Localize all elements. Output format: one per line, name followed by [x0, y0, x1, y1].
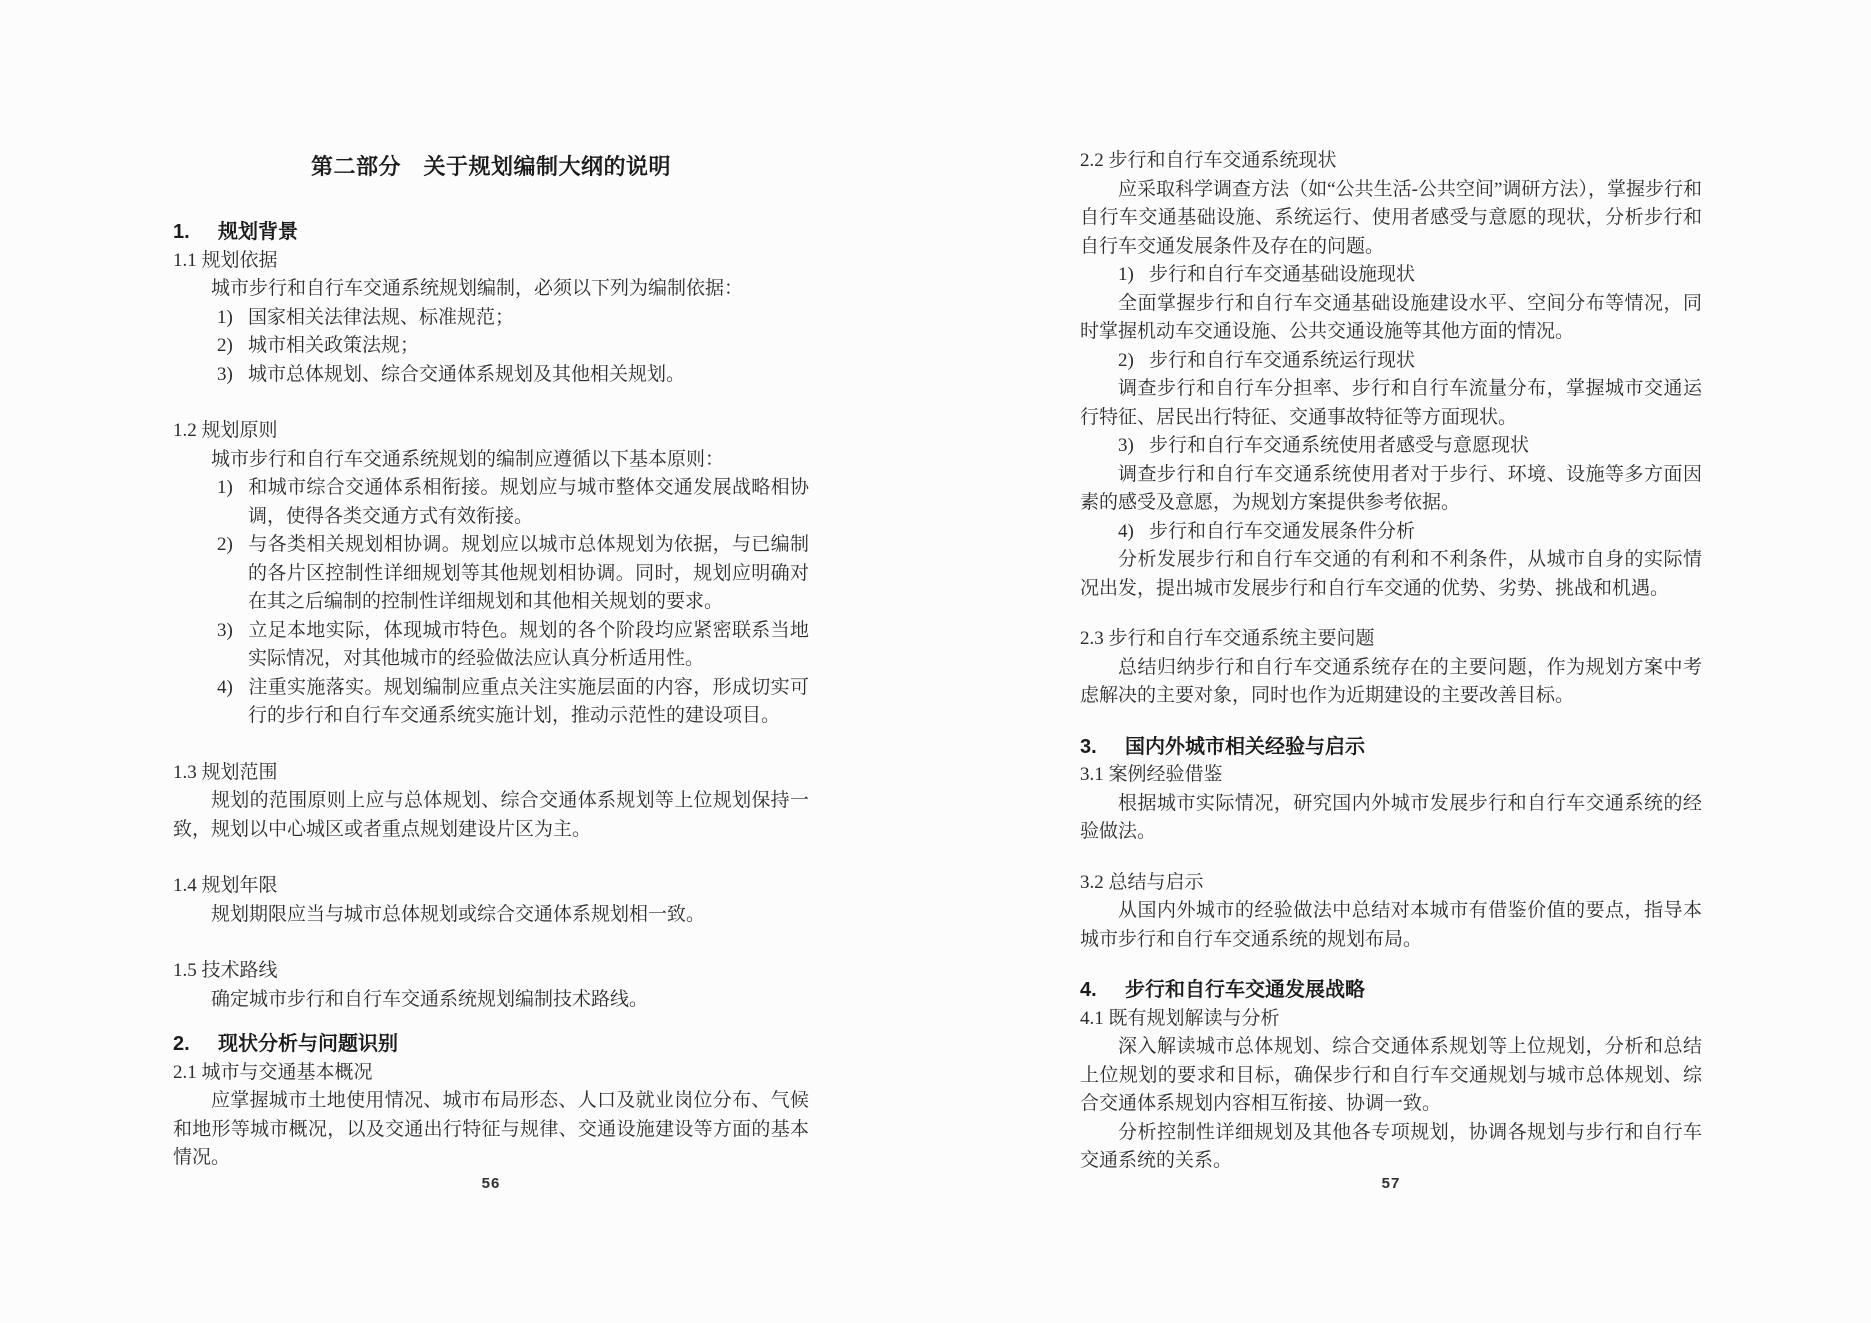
list-item-text: 和城市综合交通体系相衔接。规划应与城市整体交通发展战略相协调，使得各类交通方式有效衔接。: [248, 477, 809, 527]
list-marker: 4): [217, 676, 233, 698]
numbered-line: [1118, 347, 1702, 376]
list-item-text: 立足本地实际，体现城市特色。规划的各个阶段均应紧密联系当地实际情况，对其他城市的经验做法应认真分析适用性。: [248, 619, 809, 669]
subsection-heading: 3.2 总结与启示: [1080, 871, 1204, 893]
paragraph: 规划期限应当与城市总体规划或综合交通体系规划相一致。: [211, 903, 706, 925]
left-page: [173, 0, 809, 1323]
list-marker: 1): [217, 477, 233, 498]
paragraph: 规划的范围原则上应与总体规划、综合交通体系规划等上位规划保持一致，规划以中心城区或者重点规划建设片区为主。: [173, 790, 809, 840]
section-heading-label: 国内外城市相关经验与启示: [1125, 735, 1365, 758]
subsection-heading: 1.5 技术路线: [173, 960, 278, 981]
subsection-heading: 2.3 步行和自行车交通系统主要问题: [1080, 628, 1375, 649]
paragraph: 确定城市步行和自行车交通系统规划编制技术路线。: [211, 988, 649, 1010]
paragraph: 分析控制性详细规划及其他各专项规划，协调各规划与步行和自行车交通系统的关系。: [1080, 1121, 1702, 1171]
list-item: [173, 304, 809, 333]
paragraph: 调查步行和自行车分担率、步行和自行车流量分布，掌握城市交通运行特征、居民出行特征、交通事故特征等方面现状。: [1080, 378, 1702, 428]
paragraph: 深入解读城市总体规划、综合交通体系规划等上位规划，分析和总结上位规划的要求和目标，确保步行和自行车交通规划与城市总体规划、综合交通体系规划内容相互衔接、协调一致。: [1080, 1036, 1702, 1114]
numbered-line-text: 步行和自行车交通系统使用者感受与意愿现状: [1149, 435, 1530, 456]
numbered-line: [1118, 518, 1702, 547]
list-marker: 1): [1118, 264, 1134, 285]
section-number: 1.: [173, 221, 190, 243]
subsection-heading: 4.1 既有规划解读与分析: [1080, 1007, 1280, 1029]
subsection-heading: 2.1 城市与交通基本概况: [173, 1061, 373, 1083]
numbered-line: [1118, 432, 1702, 461]
subsection-heading: 3.1 案例经验借鉴: [1080, 764, 1223, 785]
paragraph: 应采取科学调查方法（如“公共生活-公共空间”调研方法），掌握步行和自行车交通基础设施、系统运行、使用者感受与意愿的现状，分析步行和自行车交通发展条件及存在的问题。: [1080, 178, 1702, 257]
page-number: 57: [1381, 1175, 1401, 1192]
section-heading: [1080, 976, 1702, 1005]
section-heading-label: 现状分析与问题识别: [218, 1033, 398, 1055]
section-number: 2.: [173, 1033, 190, 1055]
section-heading: [1080, 733, 1702, 762]
section-heading-label: 步行和自行车交通发展战略: [1125, 979, 1365, 1001]
page-number: 56: [481, 1175, 501, 1192]
list-item: [173, 332, 809, 361]
list-marker: 2): [1118, 349, 1134, 371]
paragraph: 总结归纳步行和自行车交通系统存在的主要问题，作为规划方案中考虑解决的主要对象，同时也作为近期建设的主要改善目标。: [1080, 656, 1702, 706]
paragraph: 全面掌握步行和自行车交通基础设施建设水平、空间分布等情况，同时掌握机动车交通设施、公共交通设施等其他方面的情况。: [1080, 292, 1702, 342]
list-item-text: 国家相关法律法规、标准规范；: [248, 306, 515, 328]
list-marker: 3): [1118, 435, 1134, 456]
paragraph: 根据城市实际情况，研究国内外城市发展步行和自行车交通系统的经验做法。: [1080, 792, 1702, 842]
list-item: [173, 617, 809, 674]
list-item-text: 注重实施落实。规划编制应重点关注实施层面的内容，形成切实可行的步行和自行车交通系统实施计划，推动示范性的建设项目。: [248, 676, 809, 726]
paragraph: 应掌握城市土地使用情况、城市布局形态、人口及就业岗位分布、气候和地形等城市概况，以及交通出行特征与规律、交通设施建设等方面的基本情况。: [173, 1090, 809, 1168]
section-heading-label: 规划背景: [218, 221, 298, 243]
list-item: [173, 674, 809, 731]
paragraph: 调查步行和自行车交通系统使用者对于步行、环境、设施等多方面因素的感受及意愿，为规划方案提供参考依据。: [1080, 463, 1702, 513]
subsection-heading: 1.3 规划范围: [173, 761, 278, 783]
paragraph: 城市步行和自行车交通系统规划编制，必须以下列为编制依据：: [211, 278, 744, 299]
numbered-line-text: 步行和自行车交通发展条件分析: [1149, 520, 1416, 542]
subsection-heading: 1.4 规划年限: [173, 875, 278, 896]
list-item-text: 与各类相关规划相协调。规划应以城市总体规划为依据，与已编制的各片区控制性详细规划等其他规划相协调。同时，规划应明确对在其之后编制的控制性详细规划和其他相关规划的要求。: [248, 534, 809, 612]
numbered-line-text: 步行和自行车交通基础设施现状: [1149, 264, 1416, 285]
paragraph: 从国内外城市的经验做法中总结对本城市有借鉴价值的要点，指导本城市步行和自行车交通系统的规划布局。: [1080, 900, 1702, 950]
list-item-text: 城市总体规划、综合交通体系规划及其他相关规划。: [248, 363, 686, 385]
numbered-line-text: 步行和自行车交通系统运行现状: [1149, 349, 1416, 371]
section-heading: [173, 1030, 809, 1059]
list-marker: 2): [217, 335, 233, 356]
right-page: [1080, 0, 1702, 1323]
subsection-heading: 1.2 规划原则: [173, 420, 278, 441]
section-heading: [173, 218, 809, 247]
list-marker: 3): [217, 619, 233, 641]
list-item: [173, 474, 809, 531]
list-marker: 4): [1118, 520, 1134, 542]
section-number: 3.: [1080, 735, 1097, 758]
paragraph: 分析发展步行和自行车交通的有利和不利条件，从城市自身的实际情况出发，提出城市发展步行和自行车交通的优势、劣势、挑战和机遇。: [1080, 549, 1702, 599]
list-marker: 2): [217, 534, 233, 555]
section-number: 4.: [1080, 979, 1097, 1001]
paragraph: 城市步行和自行车交通系统规划的编制应遵循以下基本原则：: [211, 448, 725, 470]
list-item: [173, 531, 809, 617]
list-marker: 3): [217, 363, 233, 385]
subsection-heading: 1.1 规划依据: [173, 249, 278, 271]
list-item-text: 城市相关政策法规；: [248, 335, 420, 356]
subsection-heading: 2.2 步行和自行车交通系统现状: [1080, 150, 1337, 171]
list-item: [173, 361, 809, 390]
numbered-line: [1118, 261, 1702, 290]
document-title: 第二部分 关于规划编制大纲的说明: [310, 154, 671, 179]
list-marker: 1): [217, 306, 233, 328]
